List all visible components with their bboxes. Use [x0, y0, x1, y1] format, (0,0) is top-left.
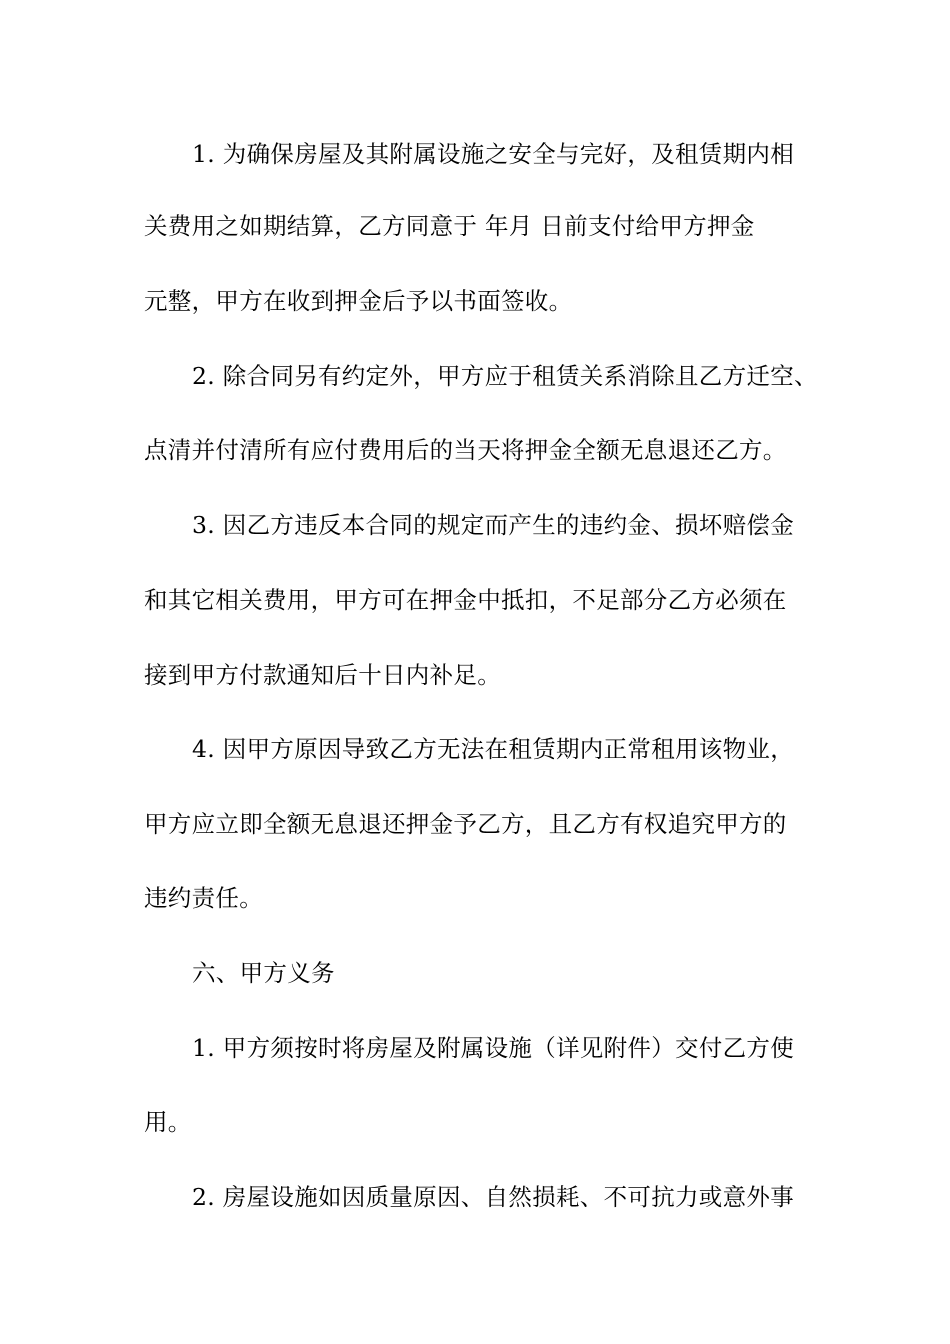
clause-3-line-3: 接到甲方付款通知后十日内补足。: [144, 661, 501, 689]
clause-4-line-1: 4. 因甲方原因导致乙方无法在租赁期内正常租用该物业，: [192, 735, 794, 763]
clause-3-line-1: 3. 因乙方违反本合同的规定而产生的违约金、损坏赔偿金: [192, 511, 794, 539]
clause-1-line-1: 1. 为确保房屋及其附属设施之安全与完好，及租赁期内相: [192, 140, 794, 168]
obligation-1-line-2: 用。: [144, 1108, 192, 1136]
clause-1-line-2: 关费用之如期结算，乙方同意于 年月 日前支付给甲方押金: [144, 212, 755, 240]
clause-3-line-2: 和其它相关费用，甲方可在押金中抵扣，不足部分乙方必须在: [144, 586, 787, 614]
clause-1-line-3: 元整，甲方在收到押金后予以书面签收。: [144, 287, 573, 315]
obligation-2-line-1: 2. 房屋设施如因质量原因、自然损耗、不可抗力或意外事: [192, 1183, 794, 1211]
clause-4-line-3: 违约责任。: [144, 884, 263, 912]
obligation-1-line-1: 1. 甲方须按时将房屋及附属设施（详见附件）交付乙方使: [192, 1034, 794, 1062]
clause-4-line-2: 甲方应立即全额无息退还押金予乙方，且乙方有权追究甲方的: [144, 810, 787, 838]
clause-2-line-2: 点清并付清所有应付费用后的当天将押金全额无息退还乙方。: [144, 436, 787, 464]
clause-2-line-1: 2. 除合同另有约定外，甲方应于租赁关系消除且乙方迁空、: [192, 362, 818, 390]
section-heading: 六、甲方义务: [192, 959, 335, 987]
